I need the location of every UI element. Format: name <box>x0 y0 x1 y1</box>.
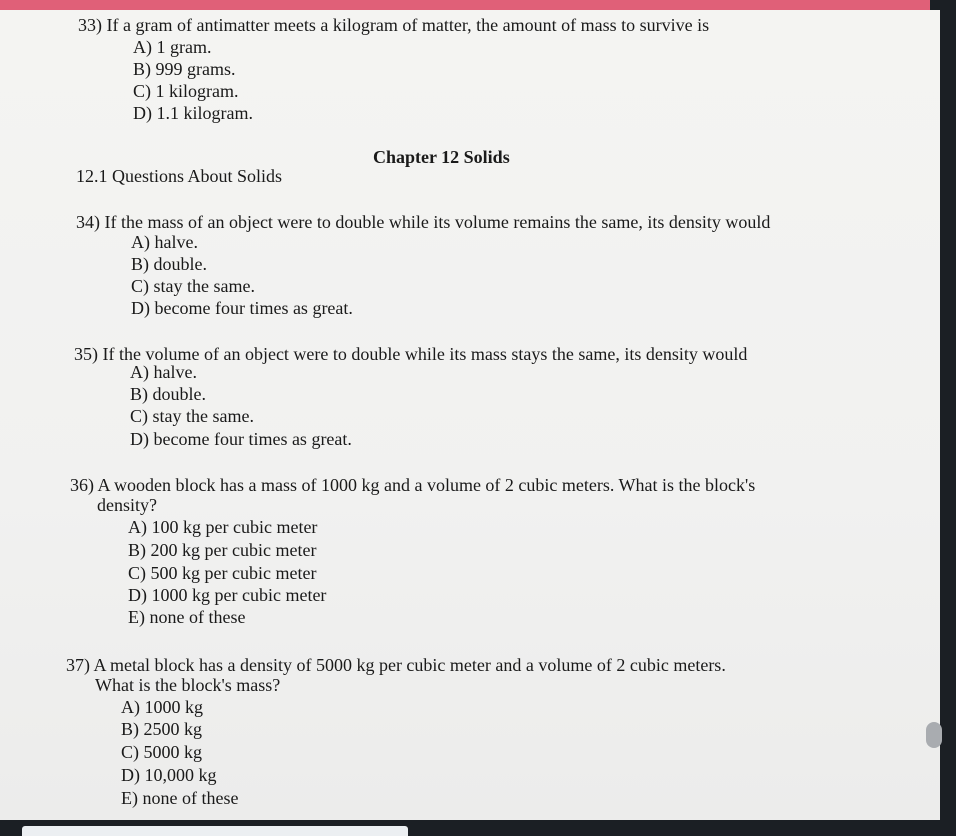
question-36-stem-continued: density? <box>97 495 157 515</box>
question-35-stem: 35) If the volume of an object were to double while its mass stays the same, its density would <box>74 344 748 364</box>
q37-option-c: C) 5000 kg <box>121 742 202 762</box>
q36-option-e: E) none of these <box>128 607 246 627</box>
question-34-stem: 34) If the mass of an object were to double while its volume remains the same, its density would <box>76 212 771 232</box>
question-33-stem: 33) If a gram of antimatter meets a kilogram of matter, the amount of mass to survive is <box>78 15 710 35</box>
question-37-stem: 37) A metal block has a density of 5000 kg per cubic meter and a volume of 2 cubic meters. <box>66 655 726 675</box>
q34-option-d: D) become four times as great. <box>131 298 353 318</box>
q33-option-c: C) 1 kilogram. <box>133 81 239 101</box>
q34-option-c: C) stay the same. <box>131 276 255 296</box>
q37-option-e: E) none of these <box>121 788 239 808</box>
document-page <box>0 10 940 820</box>
question-36-stem: 36) A wooden block has a mass of 1000 kg and a volume of 2 cubic meters. What is the block's <box>70 475 756 495</box>
q36-option-a: A) 100 kg per cubic meter <box>128 517 318 537</box>
q34-option-b: B) double. <box>131 254 207 274</box>
q36-option-c: C) 500 kg per cubic meter <box>128 563 317 583</box>
q36-option-b: B) 200 kg per cubic meter <box>128 540 317 560</box>
q34-option-a: A) halve. <box>131 232 198 252</box>
bottom-panel-edge <box>22 826 408 836</box>
q35-option-a: A) halve. <box>130 362 197 382</box>
scrollbar-thumb[interactable] <box>926 722 942 748</box>
question-37-stem-continued: What is the block's mass? <box>95 675 281 695</box>
q33-option-a: A) 1 gram. <box>133 37 212 57</box>
section-title: 12.1 Questions About Solids <box>76 166 283 186</box>
q36-option-d: D) 1000 kg per cubic meter <box>128 585 327 605</box>
q37-option-b: B) 2500 kg <box>121 719 202 739</box>
q37-option-d: D) 10,000 kg <box>121 765 217 785</box>
q37-option-a: A) 1000 kg <box>121 697 203 717</box>
chapter-title: Chapter 12 Solids <box>373 147 510 167</box>
q35-option-c: C) stay the same. <box>130 406 254 426</box>
top-accent-bar <box>0 0 930 10</box>
q33-option-b: B) 999 grams. <box>133 59 236 79</box>
q35-option-d: D) become four times as great. <box>130 429 352 449</box>
q35-option-b: B) double. <box>130 384 206 404</box>
q33-option-d: D) 1.1 kilogram. <box>133 103 253 123</box>
